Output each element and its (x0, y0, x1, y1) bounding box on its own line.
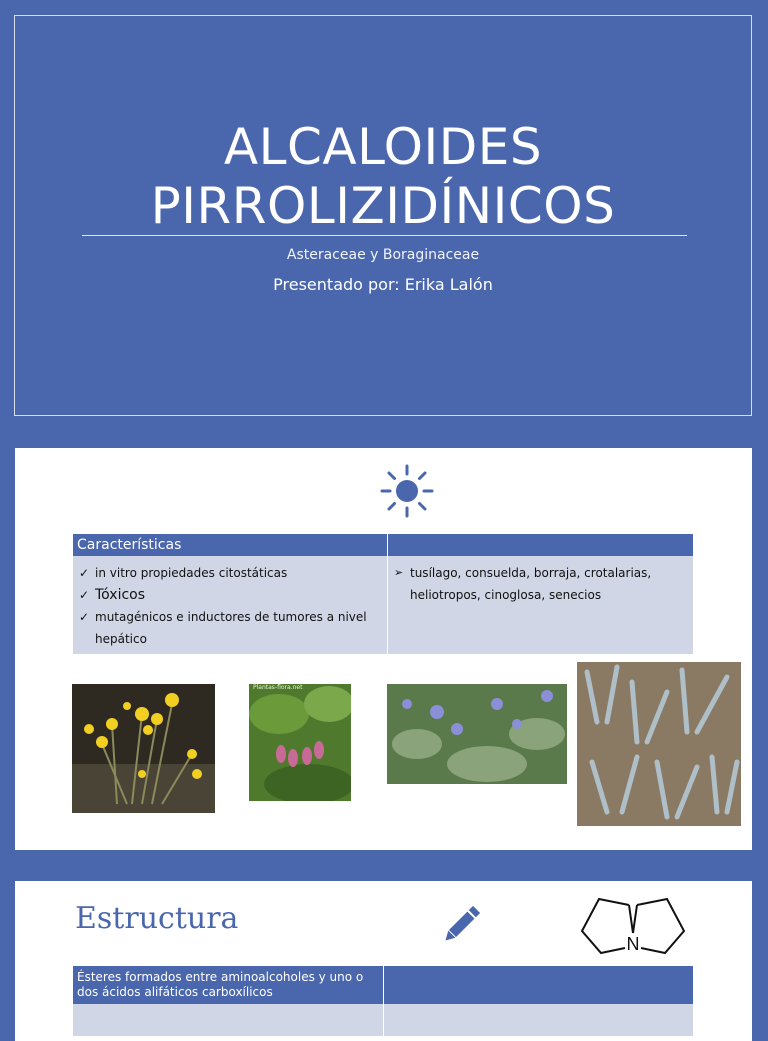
characteristics-table (73, 534, 694, 654)
structure-table (73, 966, 694, 1036)
list-item: ✓ in vitro propiedades citostáticas (77, 562, 383, 584)
senecio-photo (577, 662, 741, 826)
borage-photo (387, 684, 567, 784)
structure-cell (73, 1004, 383, 1036)
list-item: ✓ Tóxicos (77, 584, 383, 606)
photo-watermark: Plantas-flora.net (253, 684, 303, 691)
comfrey-photo (249, 684, 351, 801)
pencil-icon (437, 901, 485, 949)
slide-heading: Estructura (75, 901, 239, 936)
title-line-2: PIRROLIZIDÍNICOS (150, 177, 616, 235)
slide-title (15, 118, 751, 236)
list-item: ➢ tusílago, consuelda, borraja, crotalarias, heliotropos, cinoglosa, senecios (392, 562, 689, 606)
title-divider (82, 235, 687, 236)
characteristics-cell (73, 556, 388, 654)
structure-slide (15, 881, 752, 1041)
title-line-1: ALCALOIDES (223, 118, 543, 176)
plants-cell (388, 556, 694, 654)
structure-header-empty (383, 966, 693, 1004)
nitrogen-label: N (626, 934, 640, 954)
structure-cell (383, 1004, 693, 1036)
list-item: ✓ mutagénicos e inductores de tumores a nivel hepático (77, 606, 383, 650)
slide-subtitle: Asteraceae y Boraginaceae (286, 247, 480, 263)
presenter-line: Presentado por: Erika Lalón (273, 275, 493, 294)
table-header-empty (388, 534, 694, 556)
structure-header: Ésteres formados entre aminoalcoholes y uno o dos ácidos alifáticos carboxílicos (73, 966, 383, 1004)
pyrrolizidine-structure-icon (577, 893, 689, 959)
sun-icon (379, 463, 435, 519)
table-header-characteristics: Características (73, 534, 388, 556)
characteristics-slide (15, 448, 752, 850)
coltsfoot-photo (72, 684, 215, 813)
title-slide (14, 15, 752, 416)
